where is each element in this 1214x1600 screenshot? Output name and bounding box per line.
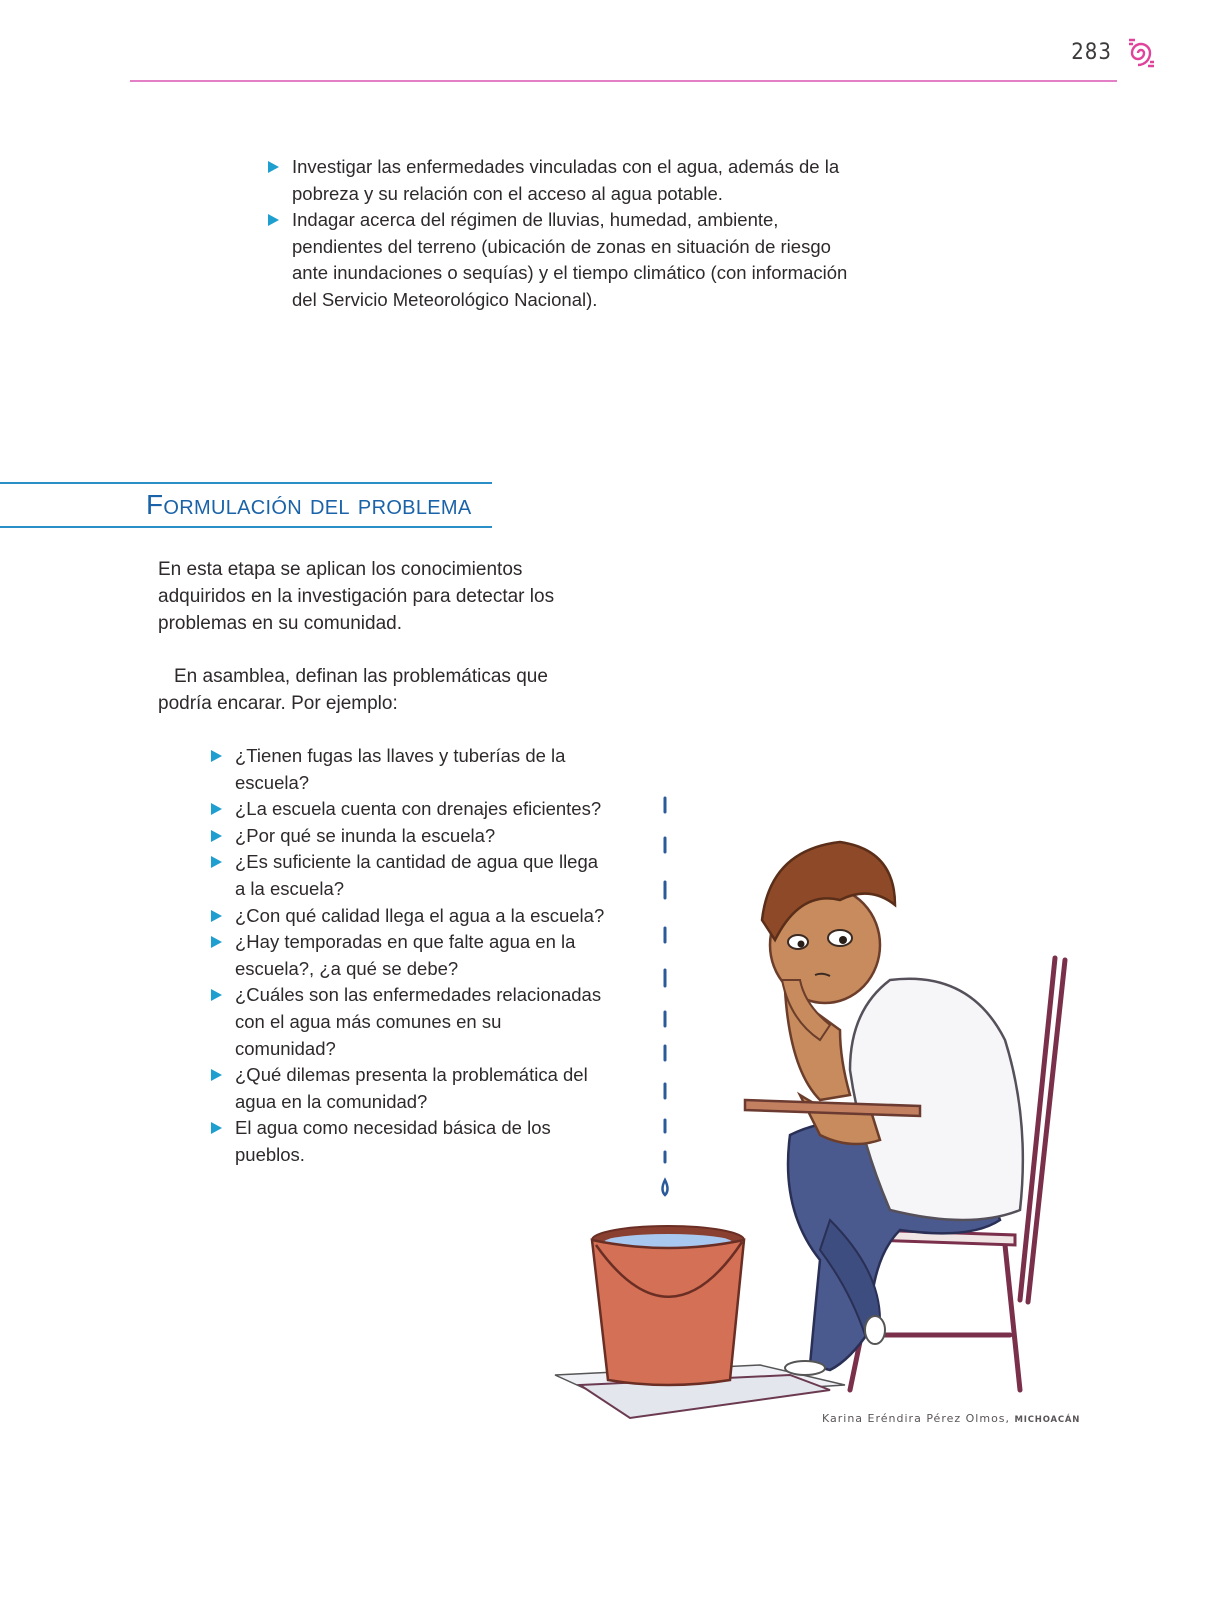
list-item: ¿Hay temporadas en que falte agua en la escuela?, ¿a qué se debe?: [211, 929, 606, 982]
questions-list: [211, 743, 606, 1169]
bullet-arrow-icon: [211, 910, 222, 922]
section-rule-top: [0, 482, 492, 484]
list-item: ¿Tienen fugas las llaves y tuberías de la escuela?: [211, 743, 606, 796]
intro-paragraph: En esta etapa se aplican los conocimientos adquiridos en la investigación para detectar los problemas en su comunidad.: [158, 559, 555, 634]
header-rule: [130, 80, 1117, 82]
research-list: [268, 154, 868, 313]
list-item: ¿Por qué se inunda la escuela?: [211, 823, 606, 850]
bullet-arrow-icon: [268, 214, 279, 226]
list-item: ¿Cuáles son las enfermedades relacionadas con el agua más comunes en su comunidad?: [211, 982, 606, 1062]
assembly-paragraph: En asamblea, definan las problemáticas que podría encarar. Por ejemplo:: [158, 666, 548, 714]
list-item: ¿Qué dilemas presenta la problemática del agua en la comunidad?: [211, 1062, 606, 1115]
bullet-arrow-icon: [211, 1122, 222, 1134]
list-item: ¿La escuela cuenta con drenajes eficientes?: [211, 796, 606, 823]
list-item: ¿Con qué calidad llega el agua a la escuela?: [211, 903, 606, 930]
bullet-arrow-icon: [268, 161, 279, 173]
page-number: 283: [1071, 40, 1112, 65]
list-item: Indagar acerca del régimen de lluvias, humedad, ambiente, pendientes del terreno (ubicación de zonas en situación de riesgo ante inundaciones o sequías) y el tiempo climático (con información del Servicio Meteorológico Nacional).: [268, 207, 868, 313]
bullet-arrow-icon: [211, 856, 222, 868]
bullet-arrow-icon: [211, 1069, 222, 1081]
list-item: El agua como necesidad básica de los pueblos.: [211, 1115, 606, 1168]
bullet-arrow-icon: [211, 750, 222, 762]
bullet-arrow-icon: [211, 803, 222, 815]
bullet-arrow-icon: [211, 936, 222, 948]
list-item: Investigar las enfermedades vinculadas con el agua, además de la pobreza y su relación con el acceso al agua potable.: [268, 154, 868, 207]
spiral-ornament-icon: [1126, 36, 1156, 70]
illustration-credit: Karina Eréndira Pérez Olmos, MICHOACÁN: [822, 1412, 1081, 1425]
bullet-arrow-icon: [211, 830, 222, 842]
bullet-arrow-icon: [211, 989, 222, 1001]
section-rule-bottom: [0, 526, 492, 528]
list-item: ¿Es suficiente la cantidad de agua que llega a la escuela?: [211, 849, 606, 902]
section-title: Formulación del problema: [146, 489, 472, 520]
boy-watching-dripping-water-bucket-illustration: [550, 790, 1080, 1430]
